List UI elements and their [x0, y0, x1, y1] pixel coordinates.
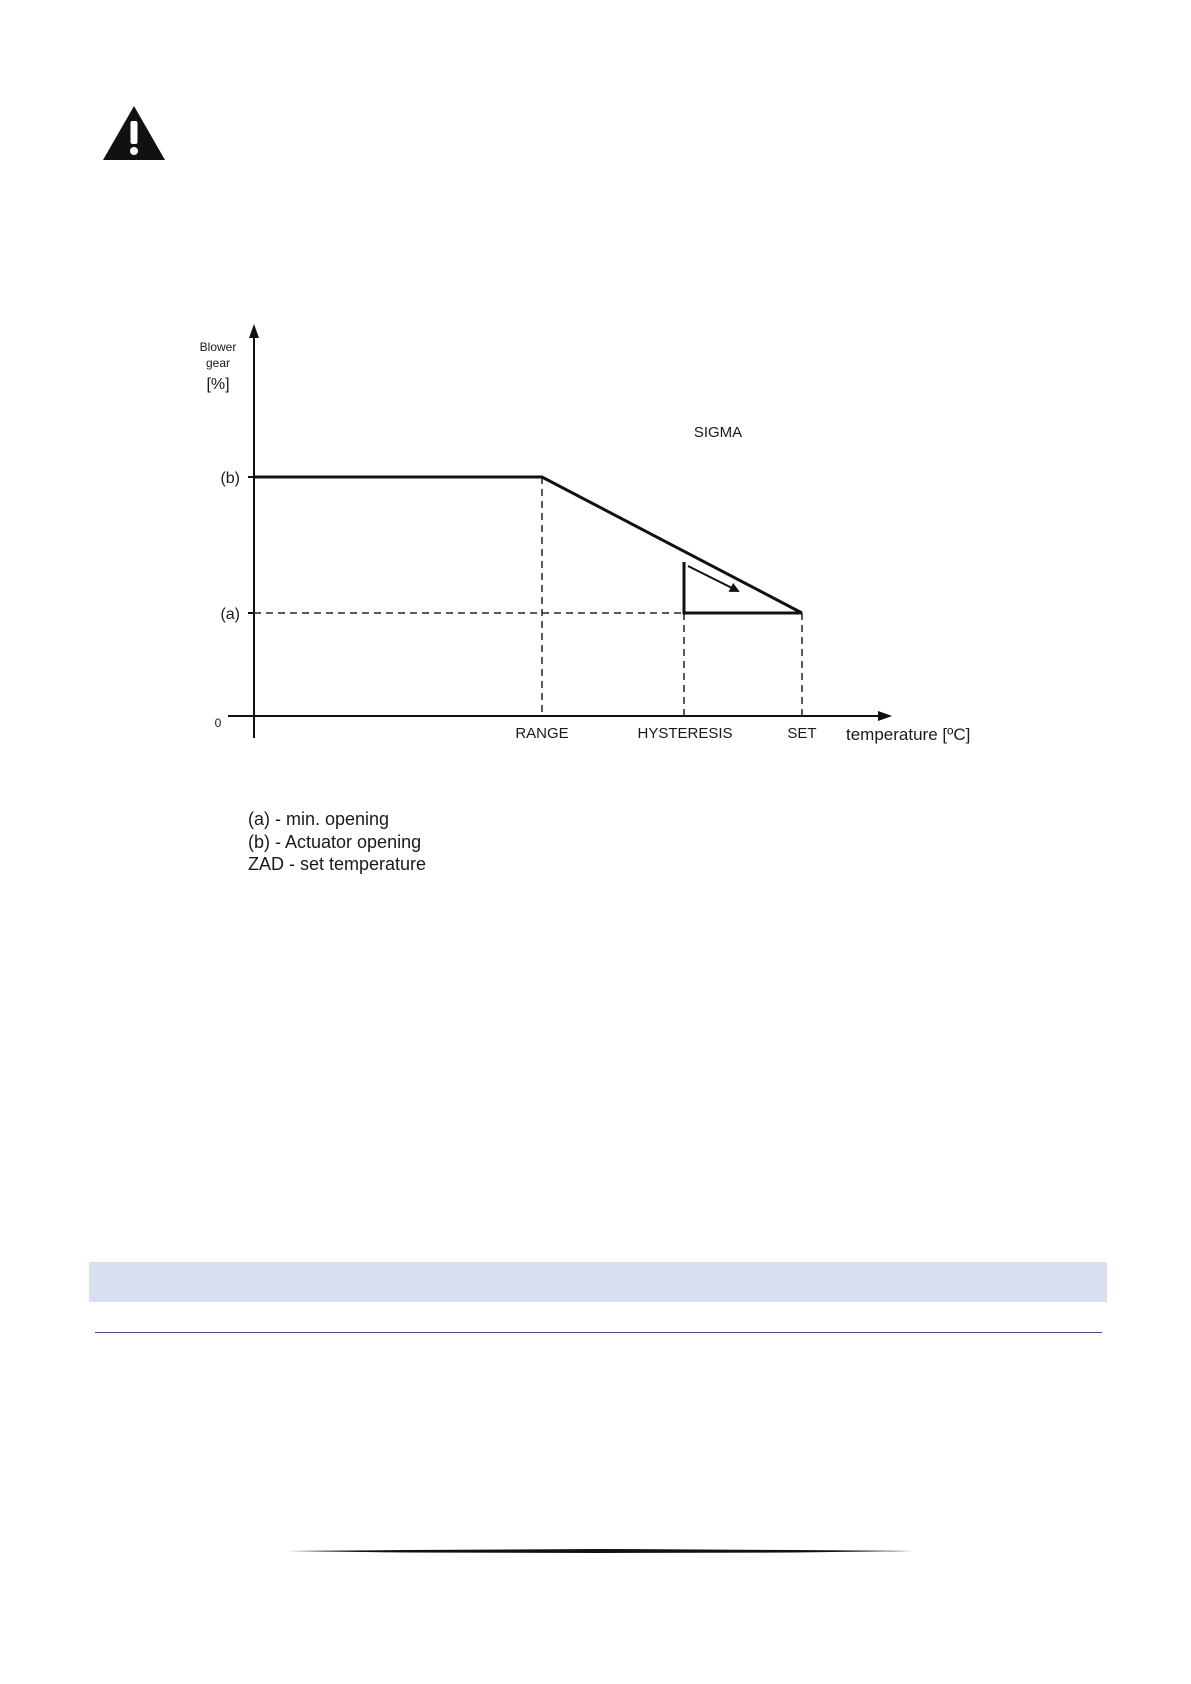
y-axis-unit: [%]	[206, 376, 230, 393]
y-axis-label-line1: Blower	[199, 340, 237, 354]
origin-label: 0	[214, 716, 222, 730]
x-tick-range: RANGE	[515, 725, 569, 742]
y-tick-b: (b)	[220, 470, 240, 487]
y-axis-arrow	[249, 324, 259, 338]
section-divider	[95, 1332, 1102, 1333]
x-tick-hysteresis: HYSTERESIS	[637, 725, 733, 742]
blower-curve	[254, 477, 802, 613]
x-axis-arrow	[878, 711, 892, 721]
hysteresis-arrow	[688, 566, 738, 591]
diagram-legend	[248, 808, 426, 876]
y-axis-label-line2: gear	[205, 356, 231, 370]
diagram-title: SIGMA	[693, 424, 743, 441]
y-tick-a: (a)	[220, 606, 240, 623]
section-header-bar	[89, 1262, 1107, 1302]
legend-item-zad: ZAD - set temperature	[248, 854, 427, 874]
x-axis-label: temperature [ºC]	[846, 725, 971, 744]
footer-divider	[286, 1548, 914, 1554]
legend-item-b: (b) - Actuator opening	[248, 831, 422, 852]
legend-item-a: (a) - min. opening	[248, 809, 390, 829]
x-tick-set: SET	[787, 725, 817, 742]
